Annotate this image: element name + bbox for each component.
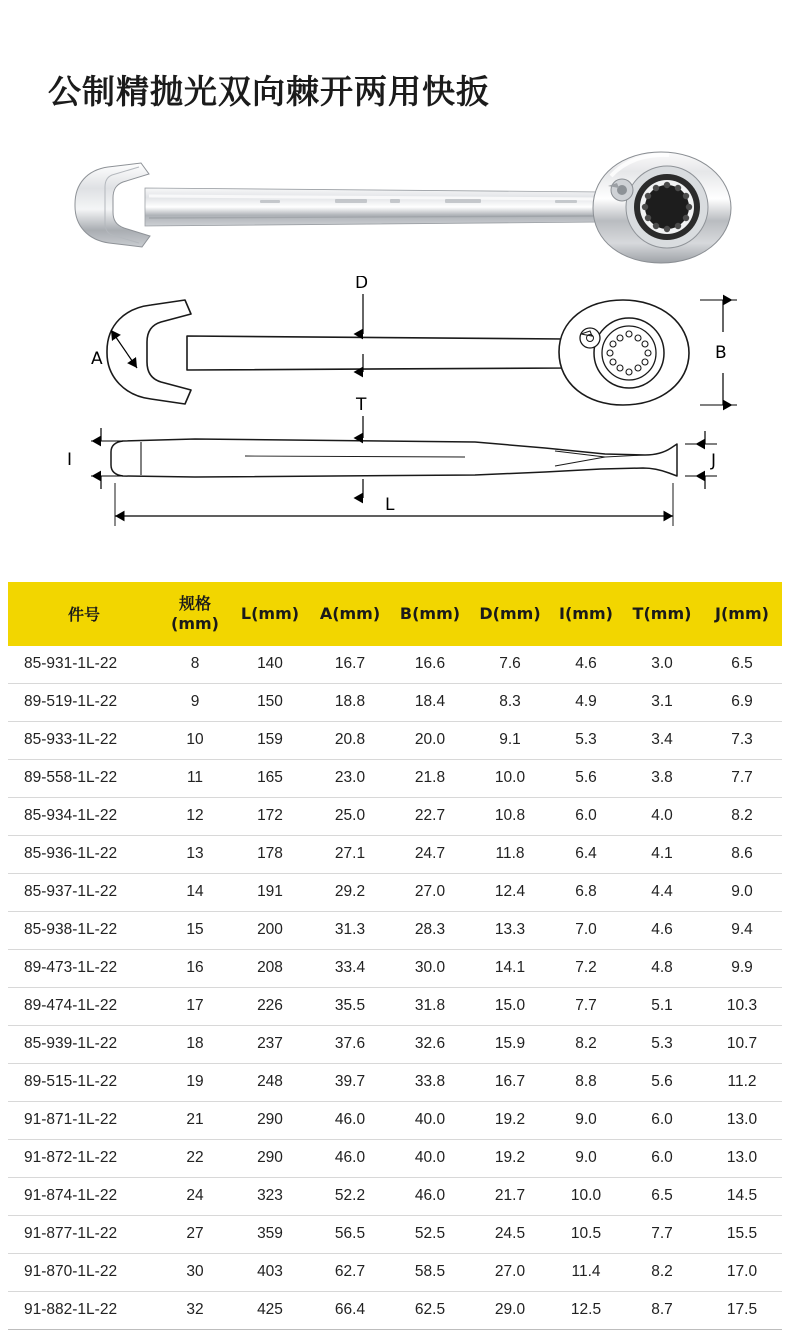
cell-value: 17.0 <box>702 1253 782 1291</box>
cell-value: 17 <box>160 987 230 1025</box>
cell-value: 32 <box>160 1291 230 1329</box>
cell-value: 27.1 <box>310 835 390 873</box>
col-header-size <box>160 582 230 646</box>
col-header-size-unit: (mm) <box>171 613 219 633</box>
cell-value: 46.0 <box>390 1177 470 1215</box>
cell-value: 14.5 <box>702 1177 782 1215</box>
diagram-label-B: B <box>715 342 727 363</box>
dimension-diagram <box>45 276 745 566</box>
cell-value: 23.0 <box>310 759 390 797</box>
table-row <box>8 1215 782 1253</box>
cell-value: 150 <box>230 683 310 721</box>
cell-value: 4.4 <box>622 873 702 911</box>
table-row <box>8 759 782 797</box>
dimension-diagram-area <box>0 276 790 576</box>
col-header-part-number: 件号 <box>8 582 160 646</box>
cell-value: 27.0 <box>470 1253 550 1291</box>
cell-value: 140 <box>230 646 310 684</box>
cell-value: 8.7 <box>622 1291 702 1329</box>
cell-part-number: 89-474-1L-22 <box>8 987 160 1025</box>
cell-value: 21.8 <box>390 759 470 797</box>
table-row <box>8 1253 782 1291</box>
cell-value: 16 <box>160 949 230 987</box>
cell-value: 20.8 <box>310 721 390 759</box>
cell-value: 16.6 <box>390 646 470 684</box>
cell-value: 19 <box>160 1063 230 1101</box>
table-row <box>8 1025 782 1063</box>
cell-value: 208 <box>230 949 310 987</box>
cell-value: 8.8 <box>550 1063 622 1101</box>
cell-value: 29.2 <box>310 873 390 911</box>
cell-value: 52.5 <box>390 1215 470 1253</box>
cell-value: 7.0 <box>550 911 622 949</box>
cell-value: 425 <box>230 1291 310 1329</box>
cell-value: 8.3 <box>470 683 550 721</box>
cell-value: 10.0 <box>470 759 550 797</box>
table-row <box>8 987 782 1025</box>
cell-value: 5.6 <box>550 759 622 797</box>
cell-value: 12 <box>160 797 230 835</box>
cell-value: 12.4 <box>470 873 550 911</box>
cell-value: 5.3 <box>622 1025 702 1063</box>
cell-value: 24.7 <box>390 835 470 873</box>
cell-value: 7.7 <box>550 987 622 1025</box>
cell-value: 6.0 <box>622 1139 702 1177</box>
cell-value: 29.0 <box>470 1291 550 1329</box>
cell-value: 9.0 <box>702 873 782 911</box>
cell-value: 15.5 <box>702 1215 782 1253</box>
cell-value: 58.5 <box>390 1253 470 1291</box>
cell-value: 3.0 <box>622 646 702 684</box>
cell-value: 248 <box>230 1063 310 1101</box>
cell-value: 27 <box>160 1215 230 1253</box>
cell-value: 323 <box>230 1177 310 1215</box>
cell-value: 10.8 <box>470 797 550 835</box>
col-header-A: A(mm) <box>310 582 390 646</box>
cell-part-number: 91-874-1L-22 <box>8 1177 160 1215</box>
cell-value: 25.0 <box>310 797 390 835</box>
cell-value: 4.0 <box>622 797 702 835</box>
cell-part-number: 85-936-1L-22 <box>8 835 160 873</box>
cell-value: 11.8 <box>470 835 550 873</box>
table-row <box>8 1177 782 1215</box>
cell-part-number: 85-931-1L-22 <box>8 646 160 684</box>
cell-value: 24.5 <box>470 1215 550 1253</box>
cell-value: 200 <box>230 911 310 949</box>
cell-value: 27.0 <box>390 873 470 911</box>
cell-value: 237 <box>230 1025 310 1063</box>
cell-value: 56.5 <box>310 1215 390 1253</box>
cell-value: 8 <box>160 646 230 684</box>
cell-value: 10.7 <box>702 1025 782 1063</box>
cell-value: 5.1 <box>622 987 702 1025</box>
cell-value: 13 <box>160 835 230 873</box>
cell-value: 165 <box>230 759 310 797</box>
cell-value: 4.6 <box>550 646 622 684</box>
spec-table-header-row <box>8 582 782 646</box>
cell-value: 4.9 <box>550 683 622 721</box>
product-spec-page <box>0 22 790 1317</box>
cell-part-number: 85-933-1L-22 <box>8 721 160 759</box>
cell-part-number: 89-473-1L-22 <box>8 949 160 987</box>
cell-value: 31.3 <box>310 911 390 949</box>
cell-part-number: 85-934-1L-22 <box>8 797 160 835</box>
cell-value: 62.5 <box>390 1291 470 1329</box>
cell-value: 62.7 <box>310 1253 390 1291</box>
cell-value: 159 <box>230 721 310 759</box>
cell-value: 32.6 <box>390 1025 470 1063</box>
cell-value: 33.4 <box>310 949 390 987</box>
cell-value: 6.4 <box>550 835 622 873</box>
cell-value: 8.2 <box>702 797 782 835</box>
page-title: 公制精抛光双向棘开两用快扳 <box>48 72 490 112</box>
table-row <box>8 1291 782 1329</box>
cell-part-number: 89-558-1L-22 <box>8 759 160 797</box>
cell-value: 6.5 <box>622 1177 702 1215</box>
cell-value: 3.4 <box>622 721 702 759</box>
cell-value: 10.0 <box>550 1177 622 1215</box>
cell-value: 290 <box>230 1139 310 1177</box>
cell-value: 6.5 <box>702 646 782 684</box>
product-photo-area <box>0 136 790 276</box>
cell-value: 21.7 <box>470 1177 550 1215</box>
cell-part-number: 85-939-1L-22 <box>8 1025 160 1063</box>
table-row <box>8 949 782 987</box>
cell-value: 9.9 <box>702 949 782 987</box>
cell-value: 8.2 <box>622 1253 702 1291</box>
cell-value: 15 <box>160 911 230 949</box>
cell-value: 178 <box>230 835 310 873</box>
cell-value: 7.7 <box>622 1215 702 1253</box>
col-header-I: I(mm) <box>550 582 622 646</box>
cell-value: 191 <box>230 873 310 911</box>
diagram-label-I: I <box>67 449 73 470</box>
cell-value: 40.0 <box>390 1101 470 1139</box>
cell-value: 13.0 <box>702 1101 782 1139</box>
cell-value: 18.8 <box>310 683 390 721</box>
diagram-label-T: T <box>356 394 367 415</box>
cell-value: 11 <box>160 759 230 797</box>
cell-value: 46.0 <box>310 1139 390 1177</box>
cell-value: 18.4 <box>390 683 470 721</box>
col-header-B: B(mm) <box>390 582 470 646</box>
table-row <box>8 873 782 911</box>
cell-value: 6.9 <box>702 683 782 721</box>
cell-value: 7.6 <box>470 646 550 684</box>
cell-value: 16.7 <box>470 1063 550 1101</box>
cell-value: 52.2 <box>310 1177 390 1215</box>
cell-value: 40.0 <box>390 1139 470 1177</box>
cell-value: 5.3 <box>550 721 622 759</box>
cell-value: 19.2 <box>470 1101 550 1139</box>
cell-value: 8.2 <box>550 1025 622 1063</box>
table-row <box>8 1139 782 1177</box>
table-row <box>8 683 782 721</box>
cell-part-number: 89-515-1L-22 <box>8 1063 160 1101</box>
cell-value: 46.0 <box>310 1101 390 1139</box>
cell-part-number: 91-872-1L-22 <box>8 1139 160 1177</box>
table-row <box>8 1063 782 1101</box>
cell-value: 9 <box>160 683 230 721</box>
combination-ratcheting-wrench-photo <box>45 136 745 276</box>
cell-value: 22.7 <box>390 797 470 835</box>
cell-value: 7.2 <box>550 949 622 987</box>
cell-value: 8.6 <box>702 835 782 873</box>
spec-table <box>8 582 782 1330</box>
cell-value: 11.2 <box>702 1063 782 1101</box>
cell-value: 9.1 <box>470 721 550 759</box>
cell-value: 9.0 <box>550 1139 622 1177</box>
cell-value: 30 <box>160 1253 230 1291</box>
cell-value: 172 <box>230 797 310 835</box>
cell-value: 6.0 <box>550 797 622 835</box>
cell-value: 28.3 <box>390 911 470 949</box>
cell-value: 403 <box>230 1253 310 1291</box>
cell-part-number: 91-877-1L-22 <box>8 1215 160 1253</box>
table-row <box>8 835 782 873</box>
cell-value: 290 <box>230 1101 310 1139</box>
cell-value: 19.2 <box>470 1139 550 1177</box>
cell-value: 10.3 <box>702 987 782 1025</box>
table-row <box>8 1101 782 1139</box>
diagram-label-L: L <box>385 494 395 515</box>
cell-value: 24 <box>160 1177 230 1215</box>
cell-value: 4.6 <box>622 911 702 949</box>
table-row <box>8 911 782 949</box>
cell-value: 10 <box>160 721 230 759</box>
cell-value: 16.7 <box>310 646 390 684</box>
cell-value: 13.3 <box>470 911 550 949</box>
col-header-T: T(mm) <box>622 582 702 646</box>
cell-value: 14 <box>160 873 230 911</box>
cell-part-number: 91-882-1L-22 <box>8 1291 160 1329</box>
col-header-size-label: 规格 <box>178 593 211 613</box>
cell-value: 30.0 <box>390 949 470 987</box>
cell-value: 4.8 <box>622 949 702 987</box>
cell-value: 35.5 <box>310 987 390 1025</box>
cell-value: 66.4 <box>310 1291 390 1329</box>
diagram-label-A: A <box>91 348 103 369</box>
cell-part-number: 89-519-1L-22 <box>8 683 160 721</box>
cell-value: 11.4 <box>550 1253 622 1291</box>
cell-value: 6.8 <box>550 873 622 911</box>
cell-value: 9.4 <box>702 911 782 949</box>
cell-value: 3.8 <box>622 759 702 797</box>
table-row <box>8 721 782 759</box>
cell-part-number: 91-871-1L-22 <box>8 1101 160 1139</box>
table-row <box>8 646 782 684</box>
cell-value: 7.7 <box>702 759 782 797</box>
cell-part-number: 85-937-1L-22 <box>8 873 160 911</box>
cell-value: 21 <box>160 1101 230 1139</box>
diagram-label-J: J <box>711 450 717 471</box>
cell-value: 33.8 <box>390 1063 470 1101</box>
cell-value: 13.0 <box>702 1139 782 1177</box>
cell-value: 15.0 <box>470 987 550 1025</box>
col-header-J: J(mm) <box>702 582 782 646</box>
cell-value: 14.1 <box>470 949 550 987</box>
table-row <box>8 797 782 835</box>
cell-value: 17.5 <box>702 1291 782 1329</box>
cell-value: 15.9 <box>470 1025 550 1063</box>
cell-value: 226 <box>230 987 310 1025</box>
cell-value: 359 <box>230 1215 310 1253</box>
cell-value: 22 <box>160 1139 230 1177</box>
spec-table-head <box>8 582 782 646</box>
cell-value: 18 <box>160 1025 230 1063</box>
cell-value: 12.5 <box>550 1291 622 1329</box>
cell-value: 39.7 <box>310 1063 390 1101</box>
col-header-D: D(mm) <box>470 582 550 646</box>
cell-value: 20.0 <box>390 721 470 759</box>
cell-part-number: 85-938-1L-22 <box>8 911 160 949</box>
cell-value: 5.6 <box>622 1063 702 1101</box>
cell-value: 9.0 <box>550 1101 622 1139</box>
cell-value: 3.1 <box>622 683 702 721</box>
cell-value: 7.3 <box>702 721 782 759</box>
cell-value: 10.5 <box>550 1215 622 1253</box>
diagram-label-D: D <box>355 275 369 293</box>
cell-value: 37.6 <box>310 1025 390 1063</box>
spec-table-body <box>8 646 782 1330</box>
cell-value: 4.1 <box>622 835 702 873</box>
spec-table-wrapper <box>0 582 790 1330</box>
cell-value: 6.0 <box>622 1101 702 1139</box>
cell-value: 31.8 <box>390 987 470 1025</box>
cell-part-number: 91-870-1L-22 <box>8 1253 160 1291</box>
col-header-L: L(mm) <box>230 582 310 646</box>
